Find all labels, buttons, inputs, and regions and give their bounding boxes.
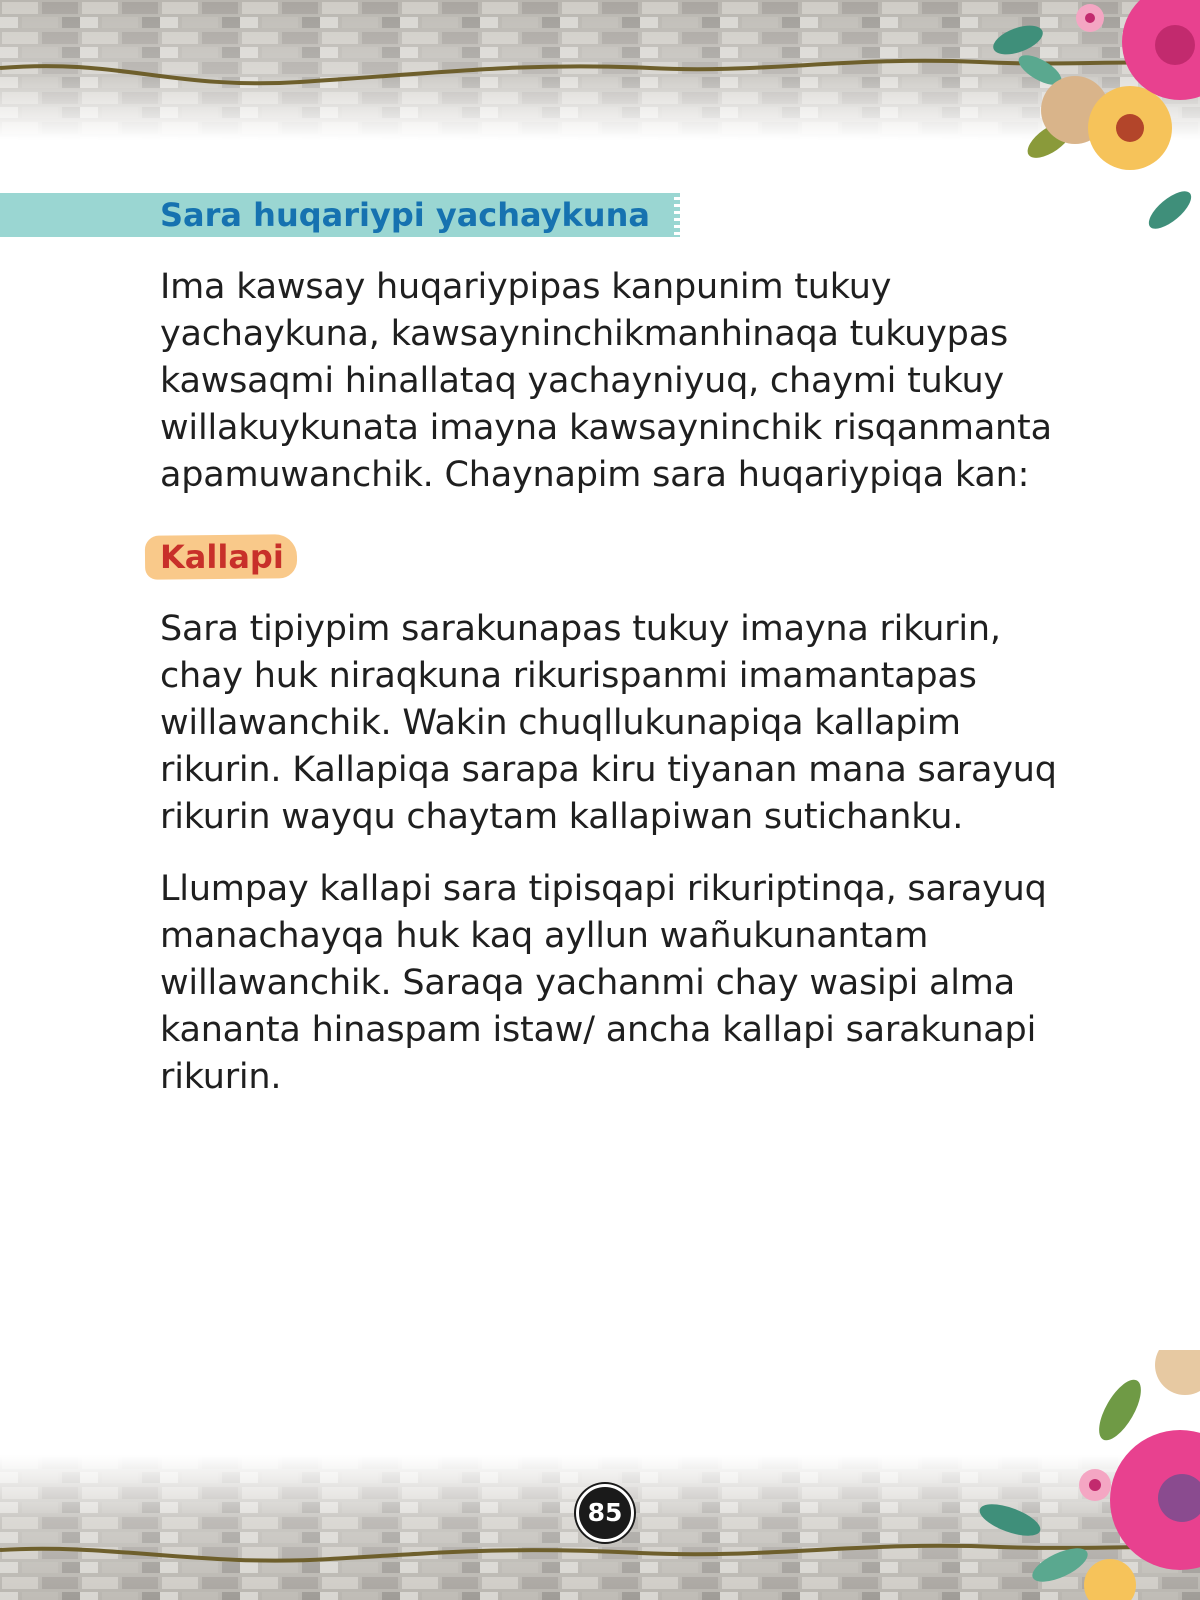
intro-paragraph: Ima kawsay huqariypipas kanpunim tukuy yachaykuna, kawsayninchikmanhinaqa tukuypas kawsaqmi hinallataq yachayniyuq, chaymi tukuy willakuykunata imayna kawsayninchik risqanmanta apamuwanchik. Chaynapim sara huqariypiqa kan: xyxy=(160,267,1052,495)
bottom-flower-decoration xyxy=(950,1350,1200,1600)
body-paragraph: Sara tipiypim sarakunapas tukuy imayna rikurin, chay huk niraqkuna rikurispanmi imamantapas willawanchik. Wakin chuqllukunapiqa kallapim rikurin. Kallapiqa sarapa kiru tiyanan mana sarayuq rikurin wayqu chaytam kallapiwan sutichanku. xyxy=(160,609,1057,837)
section-title: Sara huqariypi yachaykuna xyxy=(160,196,650,234)
body-paragraph: Llumpay kallapi sara tipisqapi rikuriptinqa, sarayuq manachayqa huk kaq ayllun wañukunantam willawanchik. Saraqa yachanmi chay wasipi alma kananta hinaspam istaw/ ancha kallapi sarakunapi rikurin. xyxy=(160,869,1047,1097)
page-number: 85 xyxy=(576,1484,634,1542)
subsection-title: Kallapi xyxy=(160,538,284,576)
top-flower-decoration xyxy=(970,0,1200,250)
